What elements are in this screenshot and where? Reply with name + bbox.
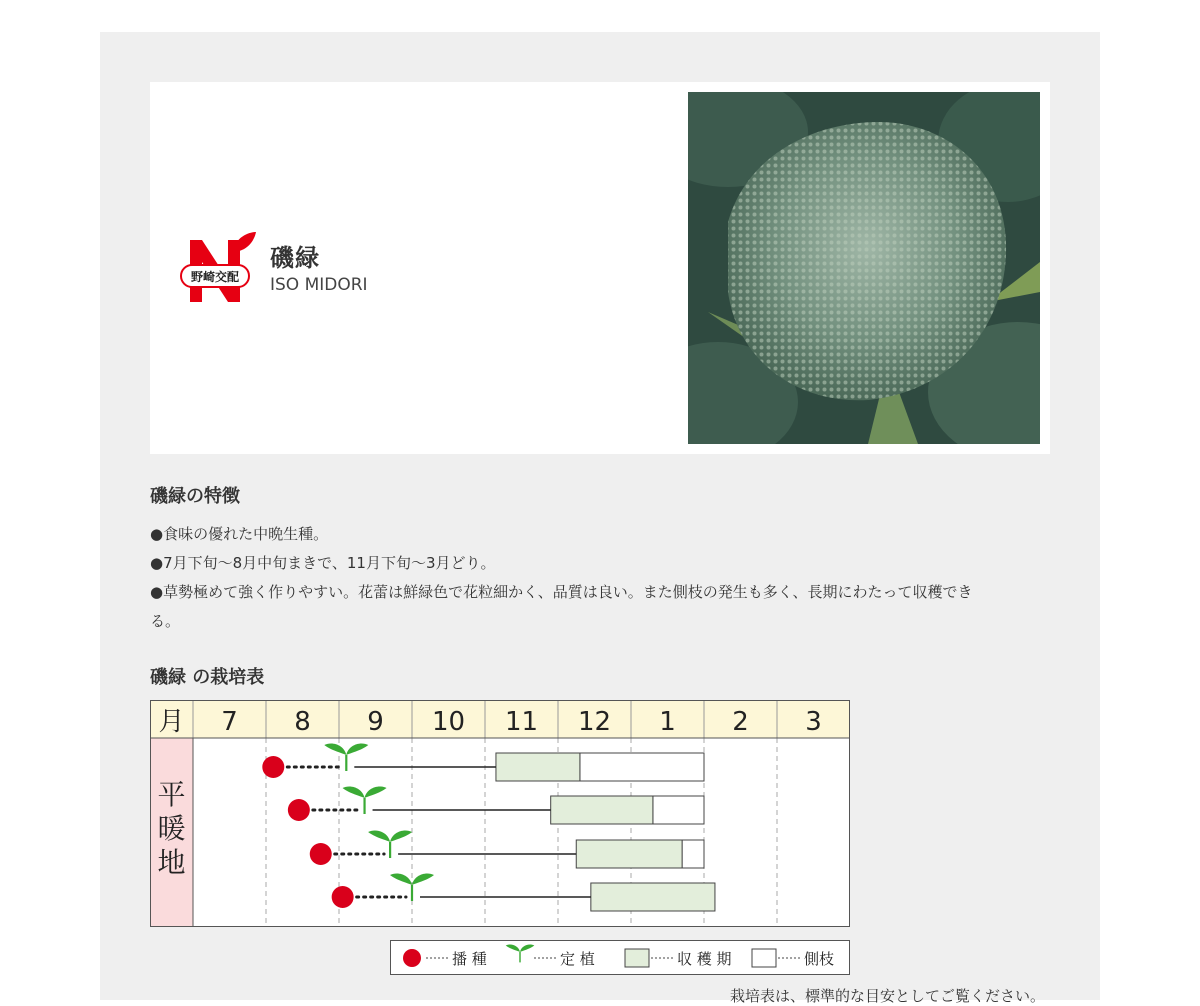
legend-label: 播 種 <box>452 950 487 968</box>
schedule-note: 栽培表は、標準的な目安としてご覧ください。 <box>729 987 1045 1005</box>
logo-text: 野崎交配 <box>190 270 240 284</box>
region-label-char: 地 <box>157 846 186 879</box>
sowing-marker <box>288 799 310 821</box>
harvest-bar <box>551 796 653 824</box>
sowing-marker <box>332 886 354 908</box>
harvest-bar <box>591 883 715 911</box>
region-label-char: 平 <box>157 778 186 811</box>
month-label: 12 <box>577 707 612 737</box>
month-label: 2 <box>732 707 749 737</box>
feature-item: ●食味の優れた中晩生種。 <box>150 525 329 543</box>
month-label: 11 <box>504 707 539 737</box>
product-name: 磯緑 <box>270 244 320 272</box>
month-label: 10 <box>431 707 466 737</box>
cultivation-schedule-chart <box>150 700 850 927</box>
broccoli-photo <box>688 92 1040 444</box>
legend-label: 定 植 <box>560 950 595 968</box>
sowing-marker <box>310 843 332 865</box>
month-label: 9 <box>367 707 384 737</box>
features-heading: 磯緑の特徴 <box>150 486 240 507</box>
month-label: 7 <box>221 707 238 737</box>
features-list <box>150 520 1050 636</box>
feature-item: る。 <box>150 612 181 630</box>
schedule-heading: 磯緑 の栽培表 <box>150 667 265 688</box>
legend-label: 収 穫 期 <box>677 950 732 968</box>
feature-item: ●草勢極めて強く作りやすい。花蕾は鮮緑色で花粒細かく、品質は良い。また側枝の発生も多く、長期にわたって収穫でき <box>150 583 973 601</box>
feature-item: ●7月下旬〜8月中旬まきで、11月下旬〜3月どり。 <box>150 554 496 572</box>
side-branch-legend-swatch <box>752 949 776 967</box>
side-branch-bar <box>580 753 704 781</box>
month-label: 3 <box>805 707 822 737</box>
nozaki-hybrid-logo <box>180 230 258 308</box>
harvest-bar <box>576 840 682 868</box>
harvest-bar <box>496 753 580 781</box>
side-branch-bar <box>682 840 704 868</box>
month-label: 8 <box>294 707 311 737</box>
legend-label: 側枝 <box>804 950 835 968</box>
region-label-char: 暖 <box>157 812 186 845</box>
harvest-legend-swatch <box>625 949 649 967</box>
sow-legend-icon <box>403 949 421 967</box>
chart-legend <box>390 940 850 975</box>
month-corner-label: 月 <box>158 707 185 737</box>
sowing-marker <box>262 756 284 778</box>
month-label: 1 <box>659 707 676 737</box>
product-name-en: ISO MIDORI <box>270 275 368 295</box>
side-branch-bar <box>653 796 704 824</box>
